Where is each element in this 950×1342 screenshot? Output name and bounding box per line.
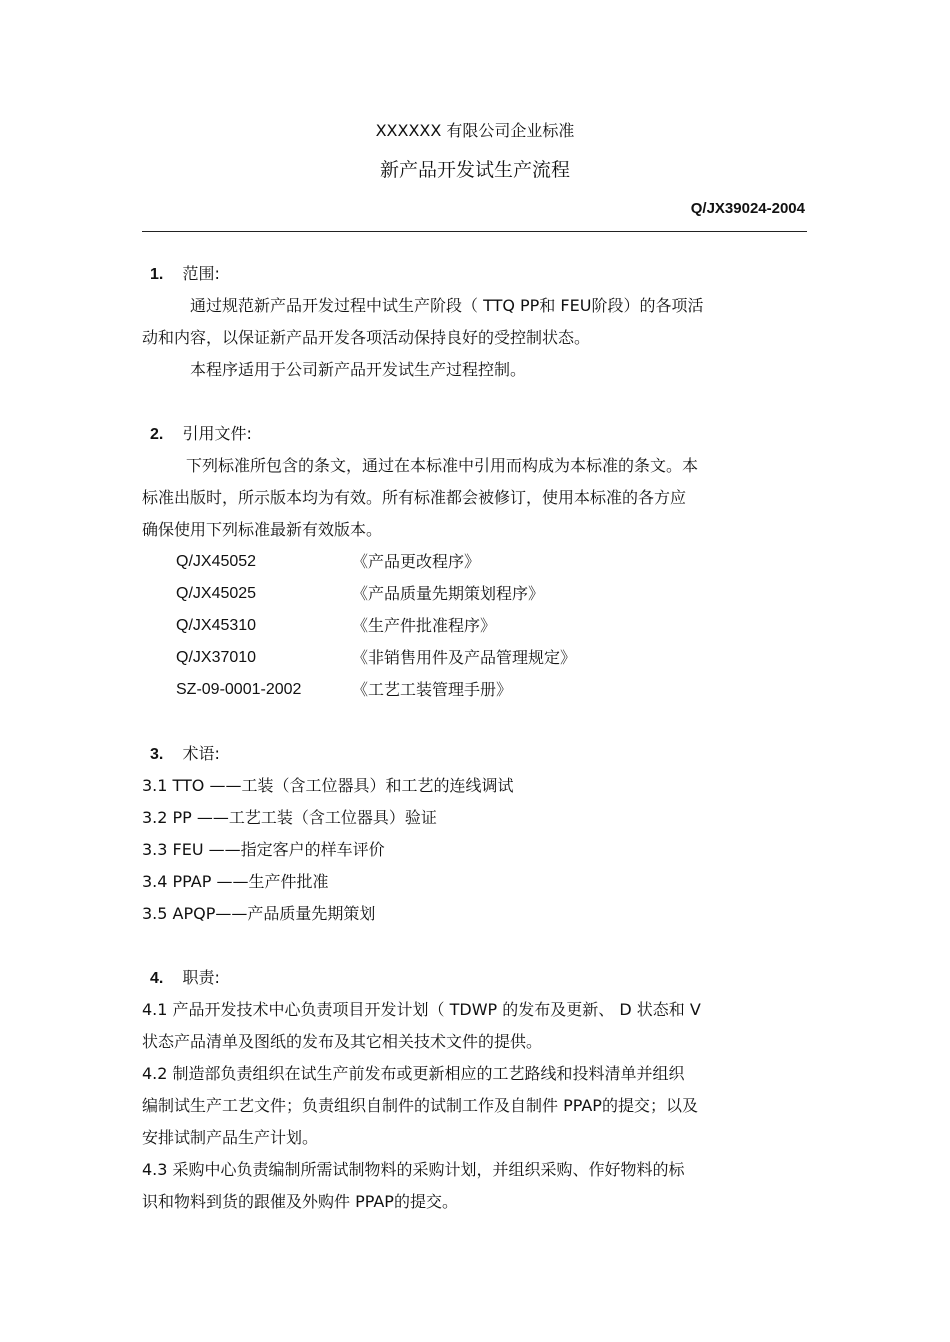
header-divider xyxy=(142,231,807,232)
duty-4-1-line-1: 4.1 产品开发技术中心负责项目开发计划（ TDWP 的发布及更新、 D 状态和 V xyxy=(142,1000,701,1019)
reference-paragraph-line-3: 确保使用下列标准最新有效版本。 xyxy=(142,520,383,539)
reference-name: 《工艺工装管理手册》 xyxy=(352,680,513,699)
duty-4-2-line-1: 4.2 制造部负责组织在试生产前发布或更新相应的工艺路线和投料清单并组织 xyxy=(142,1064,685,1083)
standard-code: Q/JX39024-2004 xyxy=(690,200,805,217)
reference-code: Q/JX37010 xyxy=(176,649,257,666)
reference-name: 《非销售用件及产品管理规定》 xyxy=(352,648,577,667)
company-standard-title: XXXXXX 有限公司企业标准 xyxy=(375,121,575,140)
section-title: 术语: xyxy=(182,744,220,763)
reference-paragraph-line-1: 下列标准所包含的条文，通过在本标准中引用而构成为本标准的条文。本 xyxy=(186,456,699,475)
section-title: 范围: xyxy=(182,264,220,283)
section-number: 2. xyxy=(150,426,164,443)
section-3-heading xyxy=(150,744,220,765)
reference-code: Q/JX45310 xyxy=(176,617,257,634)
reference-code: Q/JX45052 xyxy=(176,553,257,570)
term-item: 3.5 APQP——产品质量先期策划 xyxy=(142,904,376,923)
section-1-heading xyxy=(150,264,220,285)
reference-paragraph-line-2: 标准出版时，所示版本均为有效。所有标准都会被修订，使用本标准的各方应 xyxy=(142,488,687,507)
duty-4-3-line-2: 识和物料到货的跟催及外购件 PPAP的提交。 xyxy=(142,1192,458,1211)
section-4-heading xyxy=(150,968,220,989)
term-item: 3.2 PP ——工艺工装（含工位器具）验证 xyxy=(142,808,437,827)
term-item: 3.4 PPAP ——生产件批准 xyxy=(142,872,329,891)
scope-paragraph-line-1: 通过规范新产品开发过程中试生产阶段（ TTQ PP和 FEU阶段）的各项活 xyxy=(190,296,704,315)
duty-4-2-line-3: 安排试制产品生产计划。 xyxy=(142,1128,319,1147)
section-title: 职责: xyxy=(182,968,220,987)
term-item: 3.3 FEU ——指定客户的样车评价 xyxy=(142,840,385,859)
reference-name: 《生产件批准程序》 xyxy=(352,616,497,635)
document-title: 新产品开发试生产流程 xyxy=(379,159,570,181)
duty-4-1-line-2: 状态产品清单及图纸的发布及其它相关技术文件的提供。 xyxy=(142,1032,543,1051)
reference-code: SZ-09-0001-2002 xyxy=(176,681,302,698)
section-number: 1. xyxy=(150,266,164,283)
scope-paragraph-2: 本程序适用于公司新产品开发试生产过程控制。 xyxy=(190,360,527,379)
reference-name: 《产品更改程序》 xyxy=(352,552,481,571)
scope-paragraph-line-2: 动和内容，以保证新产品开发各项活动保持良好的受控制状态。 xyxy=(142,328,591,347)
reference-code: Q/JX45025 xyxy=(176,585,257,602)
section-number: 4. xyxy=(150,970,164,987)
section-title: 引用文件: xyxy=(182,424,252,443)
duty-4-2-line-2: 编制试生产工艺文件；负责组织自制件的试制工作及自制件 PPAP的提交；以及 xyxy=(142,1096,698,1115)
reference-name: 《产品质量先期策划程序》 xyxy=(352,584,545,603)
section-2-heading xyxy=(150,424,252,445)
duty-4-3-line-1: 4.3 采购中心负责编制所需试制物料的采购计划，并组织采购、作好物料的标 xyxy=(142,1160,685,1179)
section-number: 3. xyxy=(150,746,164,763)
term-item: 3.1 TTO ——工装（含工位器具）和工艺的连线调试 xyxy=(142,776,514,795)
